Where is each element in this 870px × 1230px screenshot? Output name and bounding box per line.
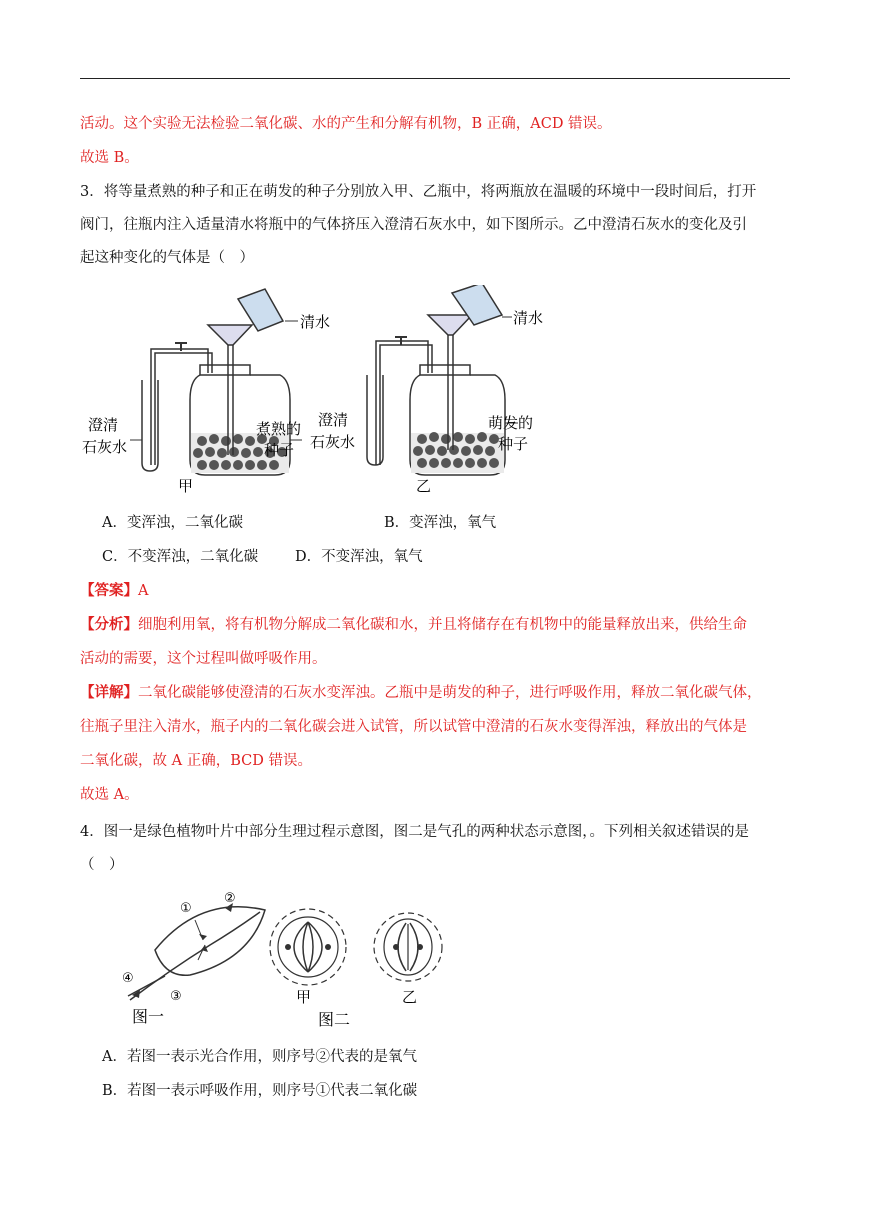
limewater-label-yi-1: 澄清 — [318, 411, 349, 429]
seed-label-yi-1: 萌发的 — [488, 414, 534, 432]
leaf-diagram — [128, 903, 265, 1000]
label-jia: 甲 — [178, 477, 194, 495]
q3-detail-line2: 往瓶子里注入清水，瓶子内的二氧化碳会进入试管，所以试管中澄清的石灰水变得浑浊，释放出的气体是 — [80, 719, 747, 735]
analysis-text-1: 细胞利用氧，将有机物分解成二氧化碳和水，并且将储存在有机物中的能量释放出来，供给生命 — [138, 617, 747, 633]
q4-stem-line2: （ ） — [80, 857, 124, 873]
q3-answer — [80, 581, 148, 601]
q3-option-a: A．变浑浊，二氧化碳 — [102, 515, 243, 531]
apparatus-yi — [367, 285, 518, 475]
water-label-yi: 清水 — [513, 309, 544, 327]
q4-stem-line1: 4．图一是绿色植物叶片中部分生理过程示意图，图二是气孔的两种状态示意图，。下列相关叙述错误的是 — [80, 824, 749, 840]
prev-explanation: 活动。这个实验无法检验二氧化碳、水的产生和分解有机物，B 正确，ACD 错误。 — [80, 116, 612, 132]
q4-option-a: A．若图一表示光合作用，则序号②代表的是氧气 — [102, 1049, 417, 1065]
q3-stem-line2: 阀门，往瓶内注入适量清水将瓶中的气体挤压入澄清石灰水中，如下图所示。乙中澄清石灰水的变化及引 — [80, 217, 747, 233]
q3-conclusion: 故选 A。 — [80, 787, 139, 803]
seed-label-jia-2: 种子 — [264, 441, 295, 459]
figure-one-label: 图一 — [132, 1007, 165, 1026]
marker-2: ② — [224, 891, 236, 906]
q3-experiment-figure — [80, 285, 560, 500]
q3-option-d: D．不变浑浊，氧气 — [295, 549, 423, 565]
germinating-seeds — [413, 432, 499, 468]
answer-value: A — [138, 583, 149, 599]
q3-option-b: B．变浑浊，氧气 — [384, 515, 497, 531]
q3-stem-line1: 3．将等量煮熟的种子和正在萌发的种子分别放入甲、乙瓶中，将两瓶放在温暖的环境中一段时间后，打开 — [80, 184, 757, 200]
marker-4: ④ — [122, 971, 134, 986]
q3-stem-line3: 起这种变化的气体是（ ） — [80, 250, 254, 266]
q3-analysis-line2: 活动的需要，这个过程叫做呼吸作用。 — [80, 651, 327, 667]
answer-tag: 【答案】 — [80, 582, 138, 599]
detail-tag: 【详解】 — [80, 684, 138, 701]
seed-label-yi-2: 种子 — [498, 435, 529, 453]
limewater-label-jia-1: 澄清 — [88, 416, 119, 434]
figure-two-label: 图二 — [318, 1010, 351, 1029]
stoma-label-yi: 乙 — [402, 988, 418, 1006]
limewater-label-jia-2: 石灰水 — [82, 438, 128, 456]
water-label-jia: 清水 — [300, 313, 331, 331]
marker-3: ③ — [170, 989, 182, 1004]
stoma-closed-yi — [374, 913, 442, 981]
q3-option-c: C．不变浑浊，二氧化碳 — [102, 549, 259, 565]
q3-detail-line1 — [80, 683, 762, 703]
label-yi: 乙 — [416, 477, 432, 495]
prev-conclusion: 故选 B。 — [80, 150, 139, 166]
analysis-tag: 【分析】 — [80, 616, 138, 633]
stoma-open-jia — [270, 909, 346, 985]
q3-detail-line3: 二氧化碳，故 A 正确，BCD 错误。 — [80, 753, 312, 769]
stoma-label-jia: 甲 — [296, 988, 312, 1006]
q3-analysis-line1 — [80, 615, 747, 635]
marker-1: ① — [180, 901, 192, 916]
limewater-label-yi-2: 石灰水 — [310, 433, 356, 451]
detail-text-1: 二氧化碳能够使澄清的石灰水变浑浊。乙瓶中是萌发的种子，进行呼吸作用，释放二氧化碳气体， — [138, 685, 762, 701]
seed-label-jia-1: 煮熟的 — [256, 420, 302, 438]
header-rule — [80, 78, 790, 79]
q4-option-b: B．若图一表示呼吸作用，则序号①代表二氧化碳 — [102, 1083, 418, 1099]
q4-leaf-stomata-figure — [110, 890, 450, 1030]
